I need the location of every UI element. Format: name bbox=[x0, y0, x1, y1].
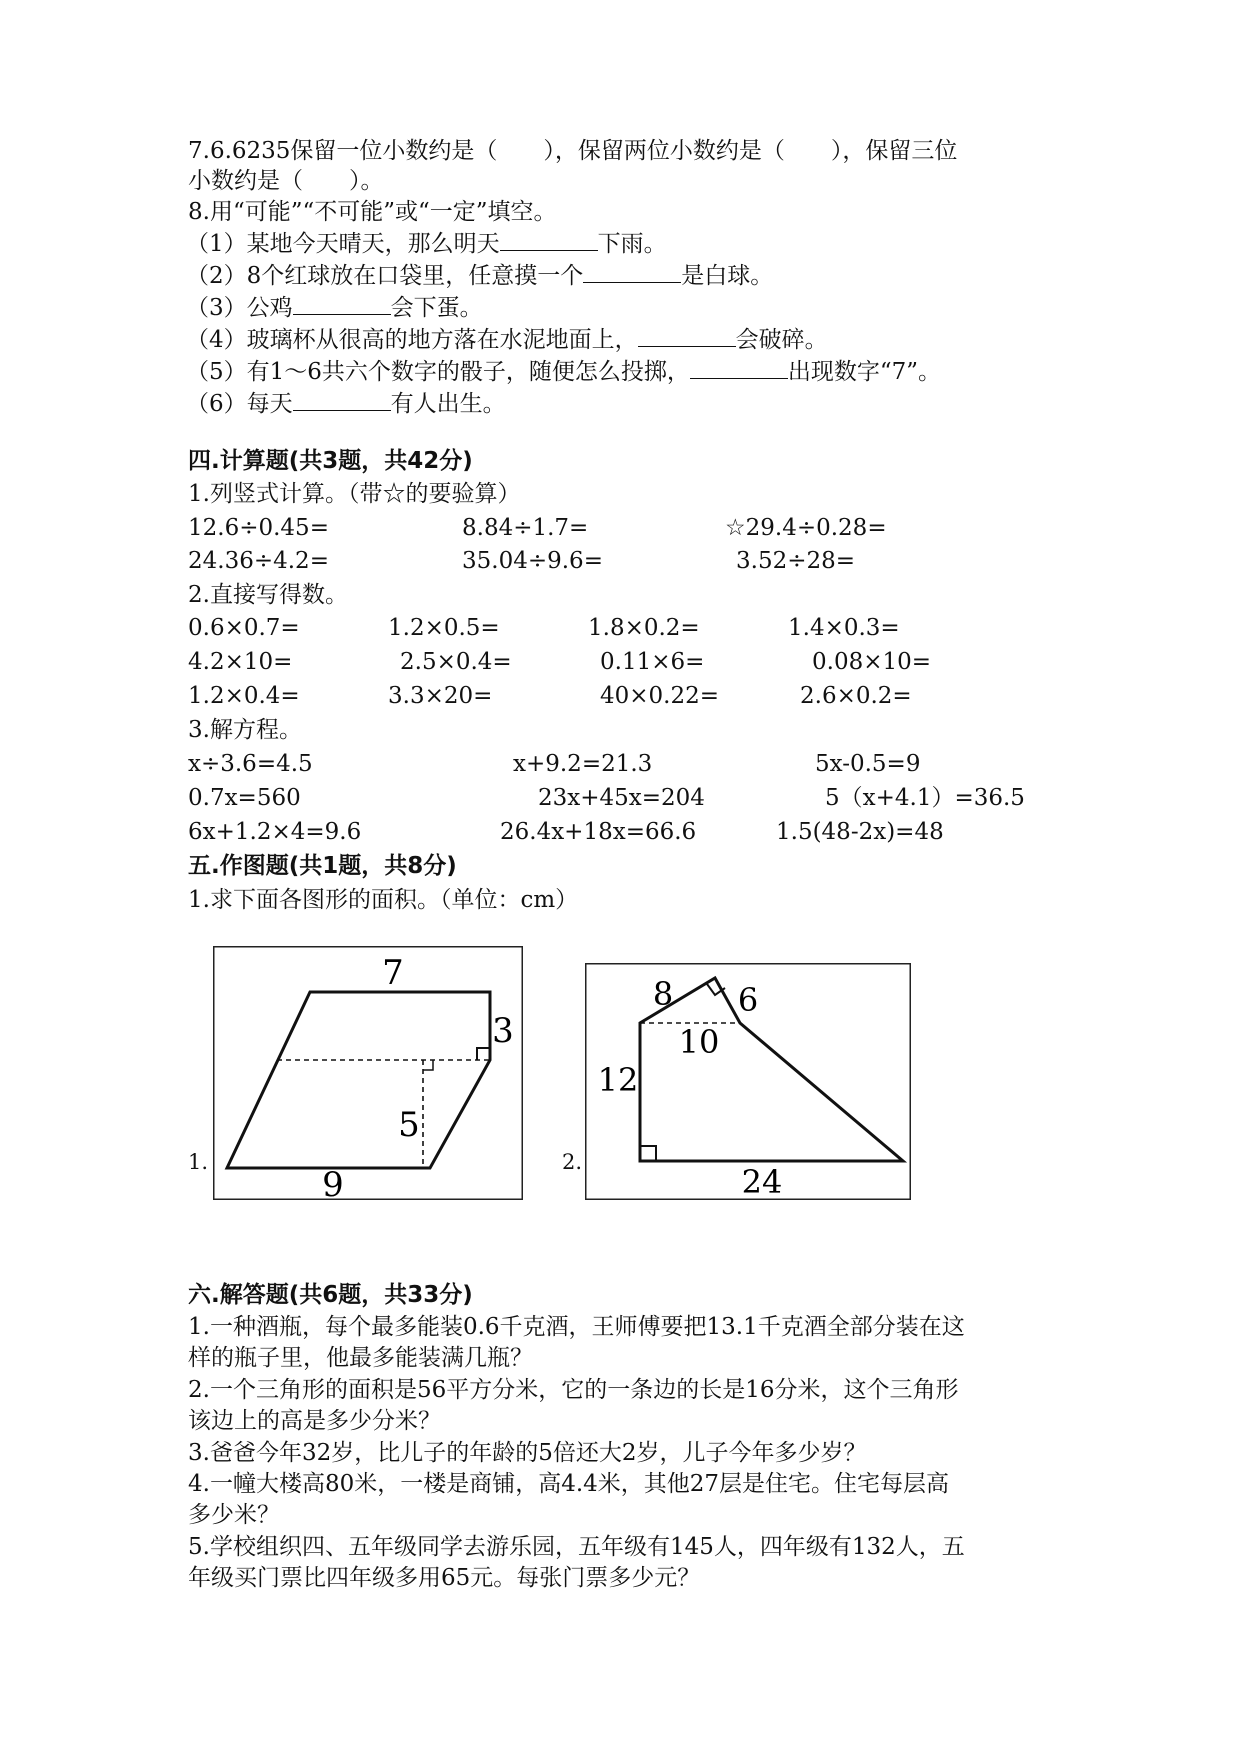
q8-item-6: （6）每天 有人出生。 bbox=[186, 388, 506, 419]
answer-blank[interactable] bbox=[690, 356, 788, 379]
label-left: 12 bbox=[597, 1061, 639, 1099]
label-c: 10 bbox=[678, 1023, 720, 1061]
sec6-line: 3.爸爸今年32岁，比儿子的年龄的5倍还大2岁，儿子今年多少岁？ bbox=[188, 1440, 867, 1466]
sec6-line: 1.一种酒瓶，每个最多能装0.6千克酒，王师傅要把13.1千克酒全部分装在这 bbox=[188, 1314, 965, 1340]
q8-item-3: （3）公鸡 会下蛋。 bbox=[186, 292, 483, 323]
q7-line-1: 7.6.6235保留一位小数约是（ ），保留两位小数约是（ ），保留三位 bbox=[188, 138, 958, 164]
equation: x÷3.6=4.5 bbox=[188, 751, 313, 777]
q8-item-2: （2）8个红球放在口袋里，任意摸一个 是白球。 bbox=[186, 260, 773, 291]
equation: x+9.2=21.3 bbox=[513, 751, 653, 777]
right-angle-mark bbox=[640, 1146, 656, 1161]
equation: 6x+1.2×4=9.6 bbox=[188, 819, 362, 845]
answer-blank[interactable] bbox=[293, 292, 391, 315]
label-side: 3 bbox=[492, 1011, 514, 1051]
answer-blank[interactable] bbox=[583, 260, 681, 283]
figure-1-trapezoid bbox=[213, 946, 523, 1200]
label-bottom: 9 bbox=[322, 1165, 344, 1200]
label-b: 6 bbox=[737, 981, 759, 1019]
q8-item-4: （4）玻璃杯从很高的地方落在水泥地面上， 会破碎。 bbox=[186, 324, 828, 355]
figure-2-label: 2. bbox=[562, 1150, 583, 1174]
equation: 5x-0.5=9 bbox=[815, 751, 921, 777]
sec6-line: 4.一幢大楼高80米，一楼是商铺，高4.4米，其他27层是住宅。住宅每层高 bbox=[188, 1471, 950, 1497]
mental-math: 1.4×0.3= bbox=[788, 615, 900, 641]
sec4-q2-title: 2.直接写得数。 bbox=[188, 582, 348, 608]
mental-math: 1.2×0.5= bbox=[388, 615, 500, 641]
q8-title: 8.用“可能”“不可能”或“一定”填空。 bbox=[188, 199, 557, 225]
shape-outline bbox=[640, 978, 903, 1161]
mental-math: 1.8×0.2= bbox=[588, 615, 700, 641]
equation: 1.5(48-2x)=48 bbox=[776, 819, 944, 845]
answer-blank[interactable] bbox=[500, 228, 598, 251]
sec6-line: 样的瓶子里，他最多能装满几瓶？ bbox=[188, 1345, 533, 1371]
sec6-line: 多少米？ bbox=[188, 1502, 280, 1528]
mental-math: 0.6×0.7= bbox=[188, 615, 300, 641]
figure-frame bbox=[214, 947, 523, 1200]
trapezoid-outline bbox=[227, 992, 490, 1168]
label-a: 8 bbox=[652, 975, 674, 1013]
sec6-line: 年级买门票比四年级多用65元。每张门票多少元？ bbox=[188, 1565, 701, 1591]
calc-problem: ☆29.4÷0.28= bbox=[725, 515, 887, 541]
mental-math: 3.3×20= bbox=[388, 683, 493, 709]
sec6-line: 该边上的高是多少分米？ bbox=[188, 1408, 441, 1434]
answer-blank[interactable] bbox=[638, 324, 736, 347]
equation: 26.4x+18x=66.6 bbox=[500, 819, 697, 845]
right-angle-mark bbox=[477, 1048, 490, 1060]
section-5-title: 五.作图题(共1题，共8分) bbox=[188, 853, 457, 879]
label-bottom: 24 bbox=[741, 1163, 783, 1200]
q7-line-2: 小数约是（ ）。 bbox=[188, 168, 384, 194]
equation: 23x+45x=204 bbox=[538, 785, 705, 811]
q8-item-5: （5）有1～6共六个数字的骰子，随便怎么投掷， 出现数字“7”。 bbox=[186, 356, 941, 387]
sec6-line: 5.学校组织四、五年级同学去游乐园，五年级有145人，四年级有132人，五 bbox=[188, 1534, 965, 1560]
section-6-title: 六.解答题(共6题，共33分) bbox=[188, 1282, 473, 1308]
mental-math: 40×0.22= bbox=[600, 683, 720, 709]
calc-problem: 24.36÷4.2= bbox=[188, 548, 329, 574]
sec5-q1-title: 1.求下面各图形的面积。（单位：cm） bbox=[188, 887, 579, 913]
mental-math: 0.08×10= bbox=[812, 649, 932, 675]
label-height: 5 bbox=[398, 1105, 420, 1145]
sec4-q3-title: 3.解方程。 bbox=[188, 717, 302, 743]
mental-math: 2.6×0.2= bbox=[800, 683, 912, 709]
answer-blank[interactable] bbox=[293, 388, 391, 411]
calc-problem: 35.04÷9.6= bbox=[462, 548, 603, 574]
calc-problem: 12.6÷0.45= bbox=[188, 515, 329, 541]
mental-math: 2.5×0.4= bbox=[400, 649, 512, 675]
figure-1-label: 1. bbox=[188, 1150, 209, 1174]
label-top: 7 bbox=[382, 953, 404, 993]
q8-item-1: （1）某地今天晴天，那么明天 下雨。 bbox=[186, 228, 667, 259]
mental-math: 0.11×6= bbox=[600, 649, 705, 675]
equation: 0.7x=560 bbox=[188, 785, 301, 811]
mental-math: 1.2×0.4= bbox=[188, 683, 300, 709]
equation: 5（x+4.1）=36.5 bbox=[825, 785, 1025, 811]
sec6-line: 2.一个三角形的面积是56平方分米，它的一条边的长是16分米，这个三角形 bbox=[188, 1377, 959, 1403]
calc-problem: 8.84÷1.7= bbox=[462, 515, 589, 541]
right-angle-mark bbox=[423, 1060, 433, 1070]
figure-2-composite bbox=[585, 963, 911, 1200]
mental-math: 4.2×10= bbox=[188, 649, 293, 675]
section-4-title: 四.计算题(共3题，共42分) bbox=[188, 448, 473, 474]
sec4-q1-title: 1.列竖式计算。（带☆的要验算） bbox=[188, 481, 521, 507]
calc-problem: 3.52÷28= bbox=[736, 548, 856, 574]
